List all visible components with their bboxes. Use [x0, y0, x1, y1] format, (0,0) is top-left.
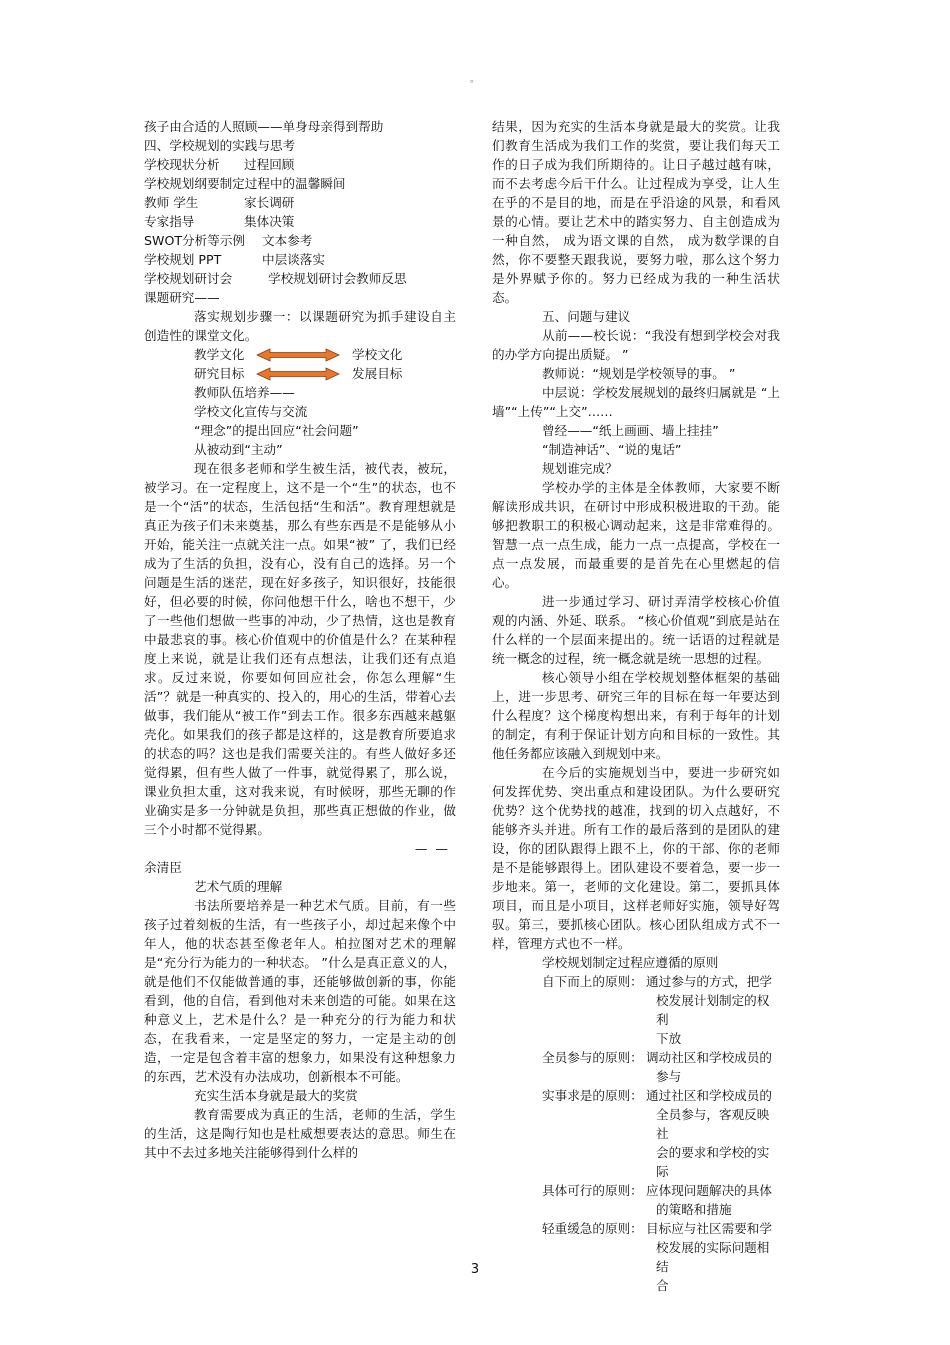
material-item-b: 集体决策	[244, 214, 295, 229]
arrow-row	[144, 364, 456, 383]
principle-desc	[646, 1181, 780, 1219]
material-item	[144, 231, 456, 250]
arrow-label-right: 发展目标	[352, 366, 403, 381]
material-item-a: 教师 学生	[144, 195, 199, 210]
material-item-b: 学校规划研讨会教师反思	[268, 271, 407, 286]
material-item-a: 学校规划研讨会	[144, 271, 233, 286]
principle-desc-line: 全员参与，客观反映社	[656, 1107, 770, 1141]
arrow-label-left: 研究目标	[194, 366, 245, 381]
paragraph: 核心领导小组在学校规划整体框架的基础上，进一步思考、研究三年的目标在每一年要达到什么程度？这个梯度构想出来，有利于每年的计划的制定，有利于保证计划方向和目标的一致性。其他任务都应该融入到规划中来。	[492, 670, 780, 761]
principle-desc	[646, 1219, 780, 1295]
text-line: 孩子由合适的人照顾——单身母亲得到帮助	[144, 119, 384, 134]
double-arrow-icon	[256, 367, 340, 381]
principle-item	[492, 1048, 780, 1086]
page-number: 3	[470, 1262, 480, 1277]
text-line: 教师队伍培养——	[194, 385, 295, 400]
material-item-a: SWOT分析等示例	[144, 233, 246, 248]
material-item-a: 专家指导	[144, 214, 195, 229]
principle-item	[492, 972, 780, 1048]
principle-desc	[646, 1086, 780, 1181]
principle-desc-line: 应体现问题解决的具体	[646, 1183, 772, 1198]
material-item	[144, 212, 456, 231]
principle-desc-line: 下放	[656, 1031, 682, 1046]
paragraph: 书法所要培养是一种艺术气质。目前，有一些孩子过着刻板的生活，有一些孩子小，却过起来像个中年人，他的状态甚至像老年人。柏拉图对艺术的理解是“充分行为能力的一种状态。 ”什么是真正意义的人，就是他们不仅能做普通的事，还能够做创新的事，你能看到，他的自信，看到他对未来创造的可能。如果在这种意义上，艺术是什么？是一种充分的行为能力和状态，在我看来，一定是坚定的努力，一定是主动的创造，一定是包含着丰富的想象力，如果没有这种想象力的东西，艺术没有办法成功，创新根本不可能。	[144, 898, 456, 1084]
material-item	[144, 269, 456, 288]
principle-item	[492, 1219, 780, 1295]
material-item-b: 文本参考	[262, 233, 313, 248]
quote: 曾经——“纸上画画、墙上挂挂”	[542, 423, 719, 438]
principle-desc-line: 会的要求和学校的实际	[656, 1145, 770, 1179]
paragraph: 在今后的实施规划当中，要进一步研究如何发挥优势、突出重点和建设团队。为什么要研究优势？这个优势找的越准，找到的切入点越好，不能够齐头并进。所有工作的最后落到的是团队的建设，你的团队跟得上跟不上，你的干部、你的老师是不是能够跟得上。团队建设不要着急，要一步一步地来。第一，老师的文化建设。第二，要抓具体项目，而且是小项目，这样老师好实施，领导好驾驭。第三，要抓核心团队。核心团队组成方式不一样，管理方式也不一样。	[492, 765, 780, 951]
principle-desc-line: 目标应与社区需要和学	[646, 1221, 772, 1236]
principle-desc	[646, 972, 780, 1048]
material-item	[144, 193, 456, 212]
principle-item	[492, 1181, 780, 1219]
text-line: 从被动到“主动”	[194, 442, 283, 457]
material-item-a: 学校规划纲要制定过程中的温馨瞬间	[144, 176, 346, 191]
principle-name: 自下而上的原则：	[542, 974, 643, 989]
principle-item	[492, 1086, 780, 1181]
section-heading: 四、学校规划的实践与思考	[144, 138, 296, 153]
principle-name: 全员参与的原则：	[542, 1050, 643, 1065]
paragraph: 现在很多老师和学生被生活，被代表，被玩，被学习。在一定程度上，这不是一个“生”的状态，也不是一个“活”的状态，生活包括“生和活”。教育理想就是真正为孩子们未来奠基，那么有些东西是不是能够从小开始，能关注一点就关注一点。如果“被” 了，我们已经成为了生活的负担，没有心，没有自己的选择。另一个问题是生活的迷茫，现在好多孩子，知识很好，技能很好，但必要的时候，你问他想干什么，啥也不想干，少了一些他们想做一些事的冲动，少了热情，这也是教育中最悲哀的事。核心价值观中的价值是什么？在某种程度上来说，就是让我们还有点想法，让我们还有点追求。反过来说，你要如何回应社会，你怎么理解“生活”？就是一种真实的、投入的，用心的生活，带着心去做事，我们能从“被工作”到去工作。很多东西越来越躯壳化。如果我们的孩子都是这样的，这是教育所要追求的状态的吗？这也是我们需要关注的。有些人做好多还觉得累，但有些人做了一件事，就觉得累了，那么说，课业负担太重，这对我来说，有时候呀，那些无聊的作业确实是多一分钟就是负担，那些真正想做的作业，做三个小时都不觉得累。	[144, 461, 456, 837]
double-arrow-icon	[256, 348, 340, 362]
material-list	[144, 155, 456, 288]
principle-desc-line: 调动社区和学校成员的	[646, 1050, 772, 1065]
paragraph: 进一步通过学习、研讨弄清学校核心价值观的内涵、外延、联系。 “核心价值观”到底是站在什么样的一个层面来提出的。统一话语的过程就是统一概念的过程，统一概念就是统一思想的过程。	[492, 594, 780, 666]
section-heading: 五、问题与建议	[542, 309, 631, 324]
principle-name: 具体可行的原则：	[542, 1183, 643, 1198]
principle-desc-line: 校发展计划制定的权利	[656, 993, 770, 1027]
material-item	[144, 250, 456, 269]
subheading: 学校规划制定过程应遵循的原则	[542, 955, 719, 970]
author: 余清臣	[144, 860, 182, 875]
principle-name: 实事求是的原则：	[542, 1088, 643, 1103]
principle-desc	[646, 1048, 780, 1086]
right-column	[492, 117, 780, 1295]
quote: 从前——校长说：“我没有想到学校会对我的办学方向提出质疑。 ”	[492, 328, 780, 362]
paragraph: 教育需要成为真正的生活，老师的生活，学生的生活，这是陶行知也是杜威想要表达的意思。师生在其中不去过多地关注能够得到什么样的	[144, 1107, 456, 1160]
principle-desc-line: 通过参与的方式，把学	[646, 974, 772, 989]
material-item-b: 中层谈落实	[262, 252, 325, 267]
paragraph: 结果，因为充实的生活本身就是最大的奖赏。让我们教育生活成为我们工作的奖赏，要让我们每天工作的日子成为我们所期待的。让日子越过越有味，而不去考虑今后干什么。让过程成为享受，让人生在乎的不是目的地，而是在乎沿途的风景，和看风景的心情。要让艺术中的踏实努力、自主创造成为一种自然， 成为语文课的自然， 成为数学课的自然，你不要整天跟我说，要努力啦，那么这个努力是外界赋予你的。努力已经成为我的一种生活状态。	[492, 119, 780, 305]
arrow-label-right: 学校文化	[352, 347, 403, 362]
material-item	[144, 174, 456, 193]
subheading: 充实生活本身就是最大的奖赏	[194, 1088, 358, 1103]
principle-desc-line: 的策略和措施	[656, 1202, 732, 1217]
principle-desc-line: 校发展的实际问题相结	[656, 1240, 770, 1274]
paragraph: 落实规划步骤一：以课题研究为抓手建设自主创造性的课堂文化。	[144, 309, 456, 343]
dash: ——	[414, 841, 456, 856]
material-item-a: 学校现状分析	[144, 157, 220, 172]
text-line: “理念”的提出回应“社会问题”	[194, 423, 359, 438]
material-item-a: 学校规划 PPT	[144, 252, 222, 267]
quote: “制造神话”、“说的鬼话”	[542, 442, 682, 457]
principles-list	[492, 972, 780, 1295]
principle-name: 轻重缓急的原则：	[542, 1221, 643, 1236]
principle-desc-line: 通过社区和学校成员的	[646, 1088, 772, 1103]
paragraph: 学校办学的主体是全体教师，大家要不断解读形成共识，在研讨中形成积极进取的干劲。能够把教职工的积极心调动起来，这是非常难得的。智慧一点一点生成，能力一点一点提高，学校在一点一点发展，而最重要的是首先在心里燃起的信心。	[492, 480, 780, 590]
material-item-b: 过程回顾	[244, 157, 295, 172]
header-mark: 。	[470, 74, 480, 85]
material-item-b: 家长调研	[244, 195, 295, 210]
quote: 教师说：“规划是学校领导的事。 ”	[542, 366, 736, 381]
principle-desc-line: 合	[656, 1278, 669, 1293]
text-line: 课题研究——	[144, 290, 220, 305]
left-column	[144, 117, 456, 1162]
arrow-label-left: 教学文化	[194, 347, 245, 362]
material-item	[144, 155, 456, 174]
text-line: 学校文化宣传与交流	[194, 404, 308, 419]
principle-desc-line: 参与	[656, 1069, 682, 1084]
quote: 规划谁完成？	[542, 461, 618, 476]
subheading: 艺术气质的理解	[194, 879, 283, 894]
arrow-row	[144, 345, 456, 364]
quote: 中层说：学校发展规划的最终归属就是 “上墙”“上传”“上交”……	[492, 385, 780, 419]
